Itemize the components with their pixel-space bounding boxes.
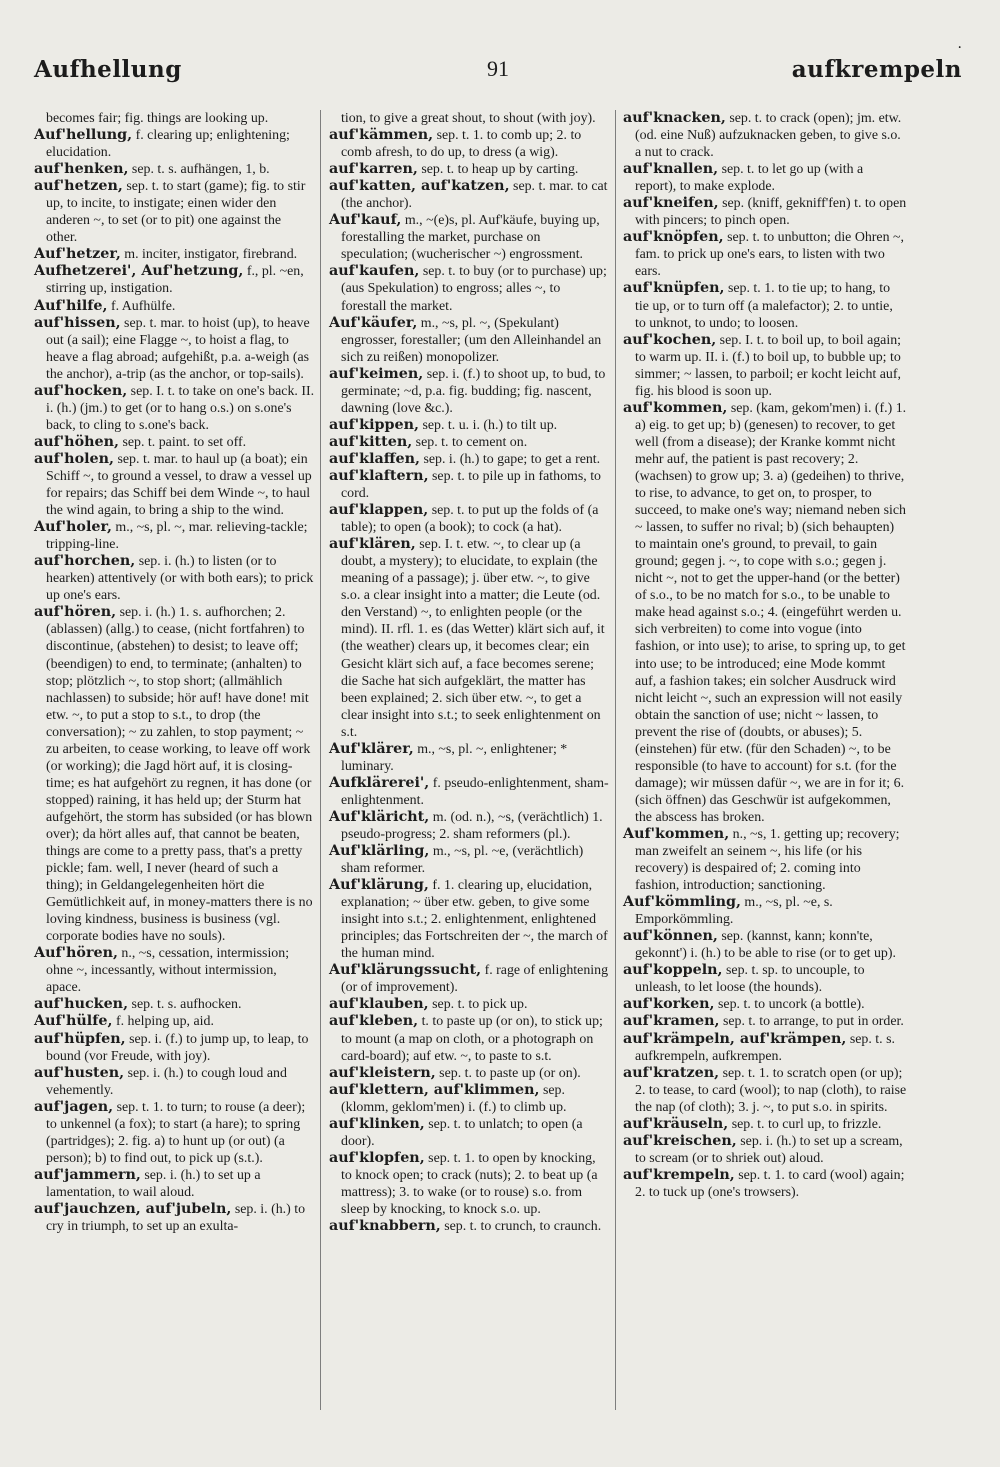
entry-definition: sep. i. (h.) to gape; to get a rent. (420, 451, 601, 467)
dictionary-entry (34, 246, 315, 263)
dictionary-entry (623, 996, 907, 1013)
dictionary-entry (329, 741, 609, 775)
entry-headword: Auf'kömmling, (623, 894, 741, 911)
entry-definition: sep. t. to pile up in fathoms, to cord. (341, 468, 602, 502)
entry-definition: sep. t. sp. to uncouple, to unleash, to let loose (the hounds). (635, 963, 865, 996)
entry-definition: sep. i. (h.) 1. s. aufhorchen; 2. (ablassen) (allg.) to cease, (nicht fortfahren) to discontinue, (abstehen) to desist; to leave off; (beendigen) to end, to terminate; (anhalten) to stop; plötzlich ~, to stop short; (allmählich nachlassen) to subside; hör auf! have done! mit etw. ~, to put a stop to s.t., to drop (the conversation); ~ zu zahlen, to stop payment; ~ zu arbeiten, to cease working, to leave off work (or working); die Jagd hört auf, it is closing-time; es hat aufgehört zu regnen, it has done (or stopped) raining, it has held up; der Sturm hat aufgehört, the storm has subsided (or has blown over); da hört alles auf, that cannot be beaten, things are come to a pretty pass, that's a pretty pickle; fam. well, I never (heard of such a thing); in Geldangelegenheiten hört die Gemütlichkeit auf, in money-matters there is no loving kindness, business is business (vgl. corporate bodies have no souls). (46, 605, 313, 945)
entry-definition: f. Aufhülfe. (107, 298, 176, 314)
entry-headword: auf'knüpfen, (623, 280, 725, 297)
entry-headword: Auf'hilfe, (34, 297, 108, 314)
entry-headword: auf'klaftern, (329, 467, 429, 484)
entry-definition: sep. t. to unlatch; to open (a door). (341, 1116, 583, 1149)
dictionary-entry (329, 1082, 609, 1116)
entry-headword: auf'jauchzen, auf'jubeln, (34, 1201, 232, 1217)
dictionary-entry (623, 1065, 907, 1116)
entry-headword: auf'kreischen, (623, 1132, 737, 1149)
dictionary-entry (329, 451, 609, 468)
entry-definition: sep. i. (h.) to set up a lamentation, to wail aloud. (46, 1167, 261, 1200)
entry-definition: sep. t. to paste up (or on). (435, 1065, 581, 1081)
dictionary-entry (34, 127, 315, 161)
entry-headword: auf'hetzen, (34, 178, 123, 195)
entry-headword: auf'korken, (623, 996, 715, 1013)
entry-headword: auf'koppeln, (623, 962, 723, 979)
entry-headword: auf'jammern, (34, 1166, 141, 1183)
entry-definition: n., ~s, 1. getting up; recovery; man zweifelt an seinem ~, his life (or his recovery) is despaired of; 2. coming into fashion, introduction; sanctioning. (635, 826, 900, 894)
entry-headword: auf'knabbern, (329, 1218, 441, 1235)
entry-definition: sep. t. 1. to scratch open (or up); 2. to tease, to card (wool); to nap (cloth), to raise the nap (of cloth); 3. j. ~, to put s.o. in spirits. (635, 1065, 907, 1115)
entry-definition: sep. i. (h.) to cry in triumph, to set up an exulta- (46, 1202, 306, 1235)
dictionary-entry (623, 161, 907, 195)
entry-definition: m., ~s, pl. ~e, (verächtlich) sham reformer. (341, 844, 584, 877)
dictionary-entry (34, 383, 315, 434)
dictionary-entry (34, 1065, 315, 1099)
entry-headword: auf'höhen, (34, 433, 119, 450)
entry-headword: auf'kitten, (329, 433, 413, 450)
entry-definition: f. pseudo-enlightenment, sham-enlightenment. (341, 775, 609, 808)
dictionary-entry (623, 280, 907, 331)
entry-headword: auf'kaufen, (329, 263, 420, 280)
entry-definition: sep. t. to uncork (a bottle). (714, 997, 865, 1013)
entry-definition: sep. I. t. to take on one's back. II. i. (h.) (jm.) to get (or to hang o.s.) on s.one's back, to cling to s.one's back. (46, 383, 315, 433)
entry-headword: auf'husten, (34, 1064, 125, 1081)
column-middle (329, 110, 609, 1235)
entry-headword: auf'klappen, (329, 502, 429, 519)
entry-headword: auf'kleistern, (329, 1064, 436, 1081)
entry-headword: auf'hucken, (34, 996, 129, 1013)
entry-definition: t. to paste up (or on), to stick up; to mount (a map on cloth, or a photograph on card-board); auf etw. ~, to paste to s.t. (341, 1014, 603, 1064)
dictionary-entry (329, 468, 609, 502)
entry-definition: sep. (kniff, gekniff'fen) t. to open with pincers; to pinch open. (635, 196, 907, 229)
entry-definition: sep. t. to crack (open); jm. etw. (od. eine Nuß) aufzuknacken geben, to give s.o. a nut to crack. (635, 111, 902, 161)
page-mark: · (957, 40, 962, 56)
entry-headword: auf'klauben, (329, 996, 429, 1013)
entry-definition: sep. t. 1. to open by knocking, to knock open; to crack (nuts); 2. to beat up (a mattress); 3. to wake (or to rouse) s.o. from sleep by knocking, to knock s.o. up. (341, 1150, 598, 1217)
entry-headword: Auf'kommen, (623, 825, 730, 842)
entry-headword: auf'kräuseln, (623, 1115, 729, 1132)
entry-definition: sep. i. (f.) to jump up, to leap, to bound (vor Freude, with joy). (46, 1031, 309, 1064)
entry-headword: auf'krämpeln, auf'krämpen, (623, 1030, 847, 1047)
entry-headword: auf'klaffen, (329, 450, 420, 467)
dictionary-entry (34, 434, 315, 451)
dictionary-entry (329, 110, 609, 127)
entry-headword: auf'kommen, (623, 399, 728, 416)
entry-headword: auf'hocken, (34, 382, 128, 399)
dictionary-entry (34, 1201, 315, 1235)
entry-headword: auf'jagen, (34, 1098, 114, 1115)
entry-headword: Auf'klärer, (329, 740, 414, 757)
dictionary-entry (329, 161, 609, 178)
entry-headword: auf'knallen, (623, 161, 719, 178)
page-header (34, 40, 962, 100)
dictionary-entry (34, 110, 315, 127)
dictionary-entry (329, 843, 609, 877)
entry-definition: f. rage of enlightening (or of improvement). (341, 963, 609, 996)
dictionary-entry (329, 1150, 609, 1218)
dictionary-entry (34, 178, 315, 246)
entry-headword: auf'kleben, (329, 1013, 419, 1030)
entry-headword: Auf'kauf, (329, 212, 402, 229)
entry-headword: Auf'klärungssucht, (329, 962, 482, 979)
entry-definition: f. helping up, aid. (112, 1014, 214, 1030)
entry-definition: sep. i. (h.) to cough loud and vehemently. (46, 1065, 287, 1098)
dictionary-entry (34, 1099, 315, 1167)
entry-definition: sep. t. s. aufkrempeln, aufkrempen. (635, 1031, 895, 1064)
dictionary-entry (623, 229, 907, 280)
dictionary-entry (329, 315, 609, 366)
entry-definition: m., ~(e)s, pl. Auf'käufe, buying up, forestalling the market, purchase on speculation; (wucherischer ~) engrossment. (341, 213, 600, 263)
dictionary-entry (329, 366, 609, 417)
dictionary-entry (34, 519, 315, 553)
entry-definition: sep. t. to arrange, to put in order. (719, 1014, 904, 1030)
entry-definition: f., pl. ~en, stirring up, instigation. (46, 264, 304, 297)
dictionary-entry (329, 877, 609, 962)
dictionary-entry (623, 1133, 907, 1167)
entry-definition: sep. t. to curl up, to frizzle. (728, 1116, 882, 1132)
entry-definition: sep. t. to cement on. (412, 434, 528, 450)
entry-headword: Auf'klärung, (329, 877, 429, 894)
dictionary-entry (34, 451, 315, 519)
entry-headword: auf'karren, (329, 161, 418, 178)
entry-definition: sep. I. t. to boil up, to boil again; to warm up. II. i. (f.) to boil up, to bubble up; to simmer; ~ lassen, to parboil; er kocht leicht auf, fig. his blood is soon up. (635, 332, 902, 399)
dictionary-entry (34, 1167, 315, 1201)
dictionary-entry (623, 962, 907, 996)
dictionary-entry (623, 195, 907, 229)
entry-definition: sep. t. to start (game); fig. to stir up, to incite, to instigate; einen wider den anderen ~, to set (or to pit) one against the other. (46, 179, 306, 246)
entry-headword: auf'kochen, (623, 331, 717, 348)
entry-definition: sep. t. 1. to tie up; to hang, to tie up, or to turn off (a malefactor); 2. to untie, to unknot, to undo; to loosen. (635, 281, 893, 331)
entry-headword: auf'keimen, (329, 365, 424, 382)
dictionary-entry (623, 928, 907, 962)
dictionary-entry (623, 400, 907, 826)
entry-definition: m., ~s, pl. ~e, s. Emporkömmling. (635, 895, 833, 928)
dictionary-entry (34, 263, 315, 297)
entry-definition: sep. t. paint. to set off. (118, 434, 247, 450)
entry-definition: sep. t. to pick up. (428, 997, 528, 1013)
entry-headword: auf'kratzen, (623, 1064, 720, 1081)
entry-headword: auf'klären, (329, 536, 416, 553)
entry-definition: m., ~s, pl. ~, mar. relieving-tackle; tripping-line. (46, 520, 308, 553)
entry-headword: Aufhetzerei', Auf'hetzung, (34, 263, 244, 280)
entry-definition: sep. (klomm, geklom'men) i. (f.) to climb up. (341, 1082, 567, 1115)
entry-headword: auf'kramen, (623, 1013, 720, 1030)
entry-headword: auf'henken, (34, 161, 129, 178)
entry-headword: auf'klopfen, (329, 1149, 425, 1166)
entry-definition: m., ~s, pl. ~, enlightener; * luminary. (341, 741, 568, 774)
dictionary-entry (329, 809, 609, 843)
dictionary-entry (329, 1013, 609, 1064)
entry-headword: auf'klinken, (329, 1115, 425, 1132)
entry-definition: becomes fair; fig. things are looking up. (46, 111, 269, 126)
entry-headword: auf'hissen, (34, 314, 121, 331)
running-head-right: aufkrempeln (791, 56, 962, 83)
entry-definition: f. clearing up; enlightening; elucidation. (46, 128, 290, 161)
dictionary-entry (34, 996, 315, 1013)
dictionary-entry (329, 127, 609, 161)
dictionary-entry (34, 315, 315, 383)
dictionary-entry (329, 1218, 609, 1235)
entry-headword: Auf'kläricht, (329, 808, 430, 825)
entry-definition: m. (od. n.), ~s, (verächtlich) 1. pseudo-progress; 2. sham reformers (pl.). (341, 809, 603, 842)
dictionary-entry (329, 1116, 609, 1150)
entry-headword: Auf'hören, (34, 945, 118, 962)
dictionary-entry (329, 1065, 609, 1082)
entry-headword: auf'horchen, (34, 553, 136, 570)
dictionary-entry (329, 263, 609, 314)
entry-headword: Auf'klärling, (329, 843, 430, 860)
dictionary-entry (329, 775, 609, 809)
dictionary-entry (34, 161, 315, 178)
entry-headword: auf'kämmen, (329, 127, 434, 144)
dictionary-entry (623, 110, 907, 161)
dictionary-entry (623, 1013, 907, 1030)
entry-headword: auf'können, (623, 928, 718, 945)
entry-headword: auf'katten, auf'katzen, (329, 178, 510, 195)
entry-definition: sep. I. t. etw. ~, to clear up (a doubt, a mystery); to elucidate, to explain (the meaning of a passage); j. über etw. ~, to give s.o. a clear insight into a matter; die Leute (od. den Verstand) ~, to enlighten people (or the mind). II. rfl. 1. es (das Wetter) klärt sich auf, it (the weather) clears up, it becomes clear; ein Gesicht klärt sich auf, a face becomes serene; die Sache hat sich aufgeklärt, the matter has been explained; 2. sich über etw. ~, to get a clear insight into s.t.; to seek enlightenment on s.t. (341, 537, 605, 740)
entry-headword: auf'kneifen, (623, 195, 719, 212)
dictionary-entry (329, 178, 609, 212)
dictionary-entry (329, 962, 609, 996)
entry-definition: sep. t. to put up the folds of (a table); to open (a book); to cock (a hat). (341, 503, 599, 536)
entry-definition: n., ~s, cessation, intermission; ohne ~, incessantly, without intermission, apace. (46, 946, 290, 996)
entry-definition: sep. t. u. i. (h.) to tilt up. (418, 417, 558, 433)
entry-definition: sep. (kannst, kann; konn'te, gekonnt') i. (h.) to be able to rise (or to get up). (635, 929, 896, 962)
dictionary-entry (623, 894, 907, 928)
entry-definition: sep. (kam, gekom'men) i. (f.) 1. a) eig. to get up; b) (genesen) to recover, to get well (from a disease); der Kranke kommt nicht mehr auf, the patient is past recovery; 2. (wachsen) to grow up; 3. a) (gedeihen) to thrive, to rise, to advance, to get on, to prosper, to succeed, to make one's way; niemand neben sich ~ lassen, to suffer no rival; b) (sich behaupten) to maintain one's ground, to prevail, to gain ground; gegen j. ~, to cope with s.o.; gegen j. nicht ~, not to get the upper-hand (or the better) of s.o., to be no match for s.o., to be unable to make head against s.o.; 4. (eingeführt werden u. sich verbreiten) to come into vogue (into fashion, or into use); to arise, to spring up, to get into use; to be introduced; eine Mode kommt auf, a fashion takes; ein solcher Ausdruck wird nicht leicht ~, such an expression will not easily obtain the sanction of use; nicht ~ lassen, to prevent the rise of (doubts, or abuses); 5. (einstehen) für etw. (für den Schaden) ~, to be responsible (to have to account) for s.t. (for the damage); wir müssen dafür ~, we are in for it; 6. (sich öffnen) das Geschwür ist aufgekommen, the abscess has broken. (635, 400, 907, 825)
entry-definition: sep. t. mar. to cat (the anchor). (341, 179, 608, 212)
dictionary-entry (34, 553, 315, 604)
entry-definition: tion, to give a great shout, to shout (with joy). (341, 111, 596, 126)
entry-headword: auf'knacken, (623, 110, 726, 126)
dictionary-entry (34, 1013, 315, 1030)
entry-headword: auf'krempeln, (623, 1166, 735, 1183)
dictionary-entry (623, 1116, 907, 1133)
entry-headword: Auf'käufer, (329, 314, 418, 331)
entry-definition: sep. t. mar. to hoist (up), to heave out (a sail); eine Flagge ~, to hoist a flag, to heave a flag abroad; aufgehißt, p.a. a-weigh (as the anchor), a-trip (as the anchor, or top-sails). (46, 315, 310, 382)
dictionary-entry (329, 417, 609, 434)
entry-headword: auf'hüpfen, (34, 1030, 126, 1047)
entry-definition: sep. t. 1. to comb up; 2. to comb afresh, to do up, to dress (a wig). (341, 128, 582, 161)
entry-definition: sep. t. to unbutton; die Ohren ~, fam. to prick up one's ears, to listen with two ears. (635, 230, 904, 280)
entry-definition: sep. t. s. aufhocken. (128, 997, 242, 1013)
entry-headword: auf'kippen, (329, 416, 419, 433)
dictionary-entry (34, 945, 315, 996)
dictionary-entry (34, 604, 315, 945)
dictionary-entry (329, 996, 609, 1013)
dictionary-entry (623, 1031, 907, 1065)
entry-definition: f. 1. clearing up, elucidation, explanation; ~ über etw. geben, to give some insight into s.t.; 2. enlightenment, enlightened principles; das Fortschreiten der ~, the march of the human mind. (341, 878, 608, 962)
page-number: 91 (487, 56, 509, 81)
dictionary-entry (623, 1167, 907, 1201)
entry-headword: auf'hören, (34, 604, 117, 621)
entry-headword: Aufklärerei', (329, 774, 430, 791)
entry-headword: Auf'hellung, (34, 127, 133, 144)
entry-headword: auf'holen, (34, 450, 115, 467)
dictionary-entry (34, 298, 315, 315)
column-right (623, 110, 907, 1201)
entry-definition: sep. t. to let go up (with a report), to make explode. (635, 162, 864, 195)
entry-definition: sep. i. (h.) to set up a scream, to scream (or to shriek out) aloud. (635, 1133, 903, 1166)
entry-definition: sep. t. s. aufhängen, 1, b. (128, 162, 270, 178)
dictionary-entry (329, 434, 609, 451)
dictionary-entry (623, 826, 907, 894)
running-head-left: Aufhellung (34, 56, 182, 83)
entry-headword: Auf'hülfe, (34, 1013, 113, 1030)
entry-headword: auf'knöpfen, (623, 229, 724, 246)
column-rule-left (320, 110, 321, 1410)
entry-headword: auf'klettern, auf'klimmen, (329, 1081, 540, 1098)
entry-headword: Auf'holer, (34, 519, 112, 536)
entry-headword: Auf'hetzer, (34, 246, 121, 263)
dictionary-entry (329, 502, 609, 536)
column-rule-right (615, 110, 616, 1410)
entry-definition: sep. t. 1. to turn; to rouse (a deer); to unkennel (a fox); to start (a hare); to spring (partridges); 2. fig. a) to hunt up (or out) (a person); b) to find out, to pick up (s.t.). (46, 1099, 306, 1166)
entry-definition: sep. t. 1. to card (wool) again; 2. to tuck up (one's trowsers). (635, 1167, 905, 1200)
dictionary-entry (329, 212, 609, 263)
entry-definition: sep. t. to buy (or to purchase) up; (aus Spekulation) to engross; alles ~, to forestall the market. (341, 264, 607, 314)
entry-definition: sep. t. to crunch, to craunch. (440, 1219, 602, 1235)
entry-definition: sep. t. to heap up by carting. (417, 162, 579, 178)
dictionary-entry (329, 536, 609, 741)
dictionary-entry (34, 1031, 315, 1065)
entry-definition: sep. t. mar. to haul up (a boat); ein Schiff ~, to ground a vessel, to draw a vessel up for repairs; das Schiff bei dem Winde ~, to haul the wind again, to bring a ship to the wind. (46, 451, 312, 519)
entry-definition: sep. i. (f.) to shoot up, to bud, to germinate; ~d, p.a. fig. budding; fig. nascent, dawning (love &c.). (341, 366, 606, 416)
entry-definition: sep. i. (h.) to listen (or to hearken) attentively (or with both ears); to prick up one's ears. (46, 554, 314, 604)
column-left (34, 110, 315, 1235)
entry-definition: m. inciter, instigator, firebrand. (120, 247, 298, 263)
dictionary-entry (623, 332, 907, 400)
entry-definition: m., ~s, pl. ~, (Spekulant) engrosser, forestaller; (um den Alleinhandel an sich zu reißen) monopolizer. (341, 315, 602, 365)
